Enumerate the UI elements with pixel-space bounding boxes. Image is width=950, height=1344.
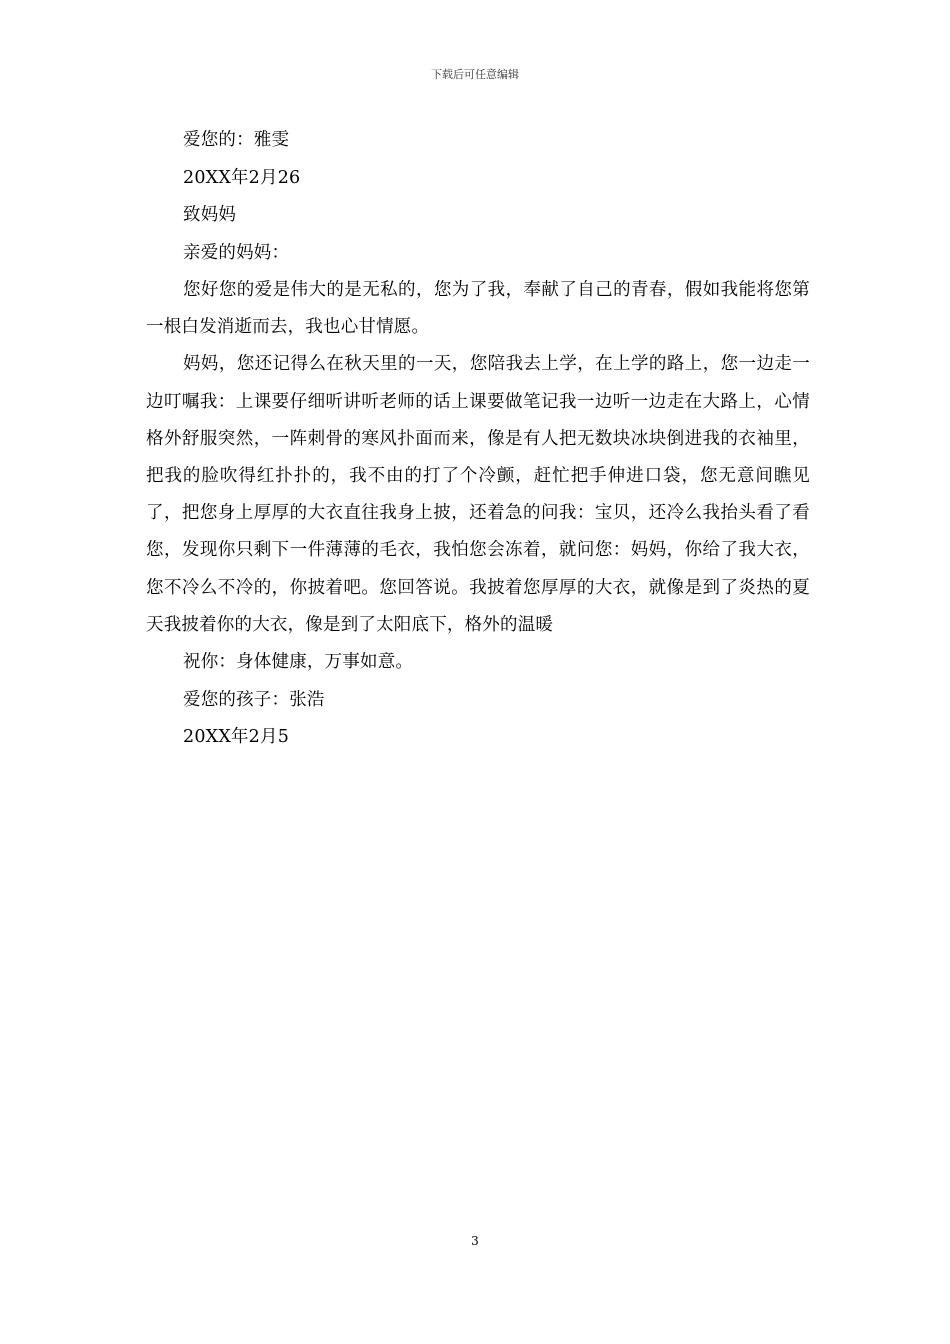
letter2-paragraph-2: 妈妈，您还记得么在秋天里的一天，您陪我去上学，在上学的路上，您一边走一边叮嘱我：上课要仔细听讲听老师的话上课要做笔记我一边听一边走在大路上，心情格外舒服突然，一阵刺骨的寒风扑面而来，像是有人把无数块冰块倒进我的衣袖里，把我的脸吹得红扑扑的，我不由的打了个冷颤，赶忙把手伸进口袋，您无意间瞧见了，把您身上厚厚的大衣直往我身上披，还着急的问我：宝贝，还冷么我抬头看了看您，发现你只剩下一件薄薄的毛衣，我怕您会冻着，就问您：妈妈，你给了我大衣，您不冷么不冷的，你披着吧。您回答说。我披着您厚厚的大衣，就像是到了炎热的夏天我披着你的大衣，像是到了太阳底下，格外的温暖 <box>146 354 810 635</box>
page-number: 3 <box>471 1234 479 1248</box>
letter2-salutation: 亲爱的妈妈： <box>183 242 290 263</box>
letter1-date: 20XX年2月26 <box>183 167 301 188</box>
letter2-paragraph-1: 您好您的爱是伟大的是无私的，您为了我，奉献了自己的青春，假如我能将您第一根白发消逝而去，我也心甘情愿。 <box>146 280 810 338</box>
letter2-date: 20XX年2月5 <box>183 727 290 748</box>
letter2-wish: 祝你：身体健康，万事如意。 <box>183 652 414 673</box>
letter2-title: 致妈妈 <box>183 205 237 225</box>
page-header-note: 下载后可任意编辑 <box>431 68 519 81</box>
letter1-signature: 爱您的：雅雯 <box>183 130 290 150</box>
document-body <box>146 122 810 757</box>
letter2-signature: 爱您的孩子：张浩 <box>183 689 325 710</box>
